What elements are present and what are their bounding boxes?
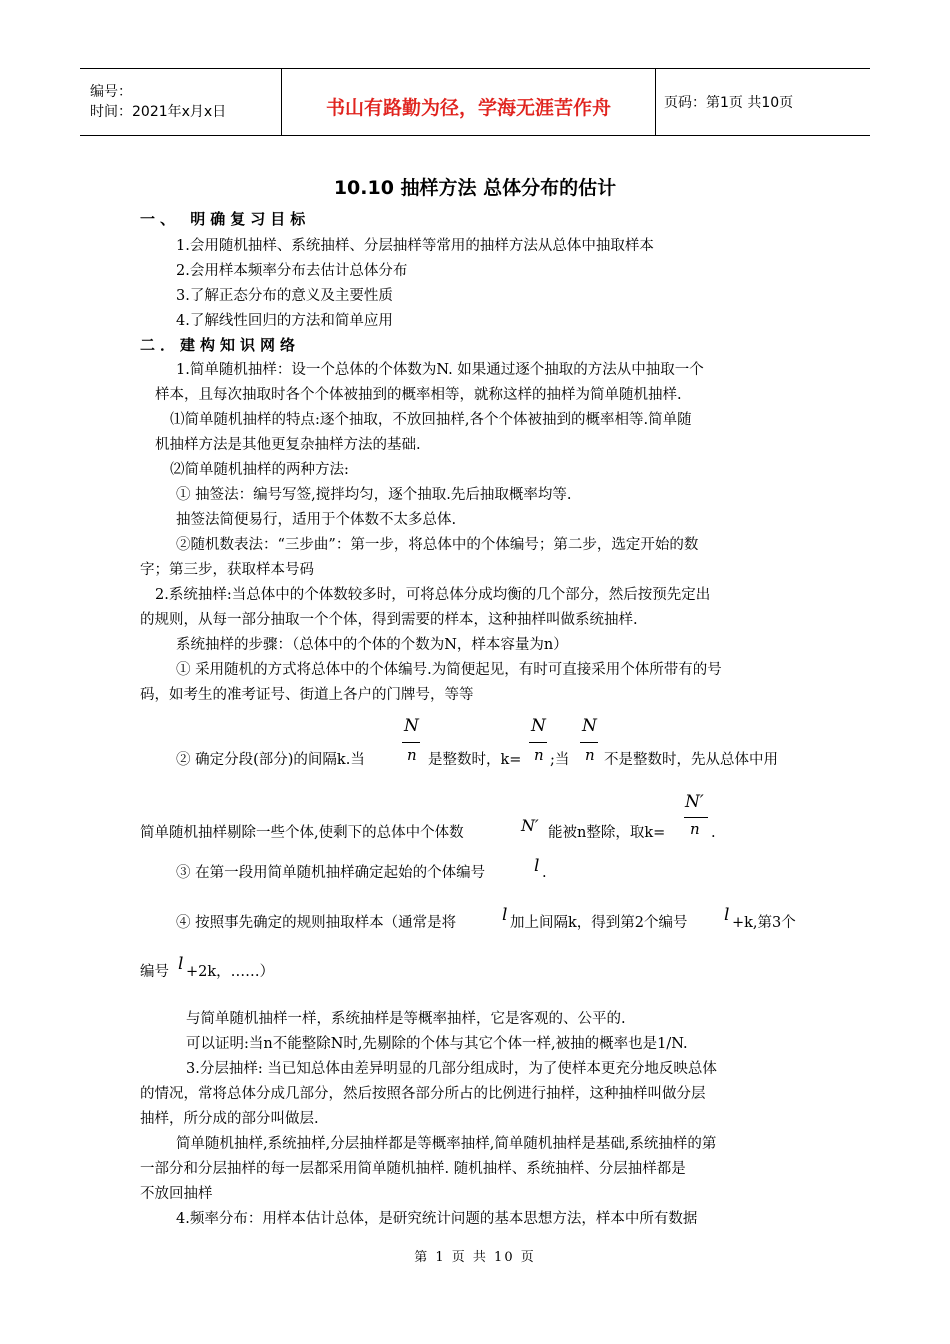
text-line: 码，如考生的准考证号、街道上各户的门牌号，等等 xyxy=(140,687,474,703)
step4-text-b: 加上间隔k，得到第2个编号 xyxy=(510,915,688,931)
page-info: 页码：第1页 共10页 xyxy=(664,95,794,111)
goal-item: 1.会用随机抽样、系统抽样、分层抽样等常用的抽样方法从总体中抽取样本 xyxy=(176,238,654,254)
step2b-text-b: 能被n整除，取k= xyxy=(548,825,666,841)
text-line: 4.频率分布：用样本估计总体，是研究统计问题的基本思想方法，样本中所有数据 xyxy=(176,1211,698,1227)
step4-text-d: 编号 xyxy=(140,964,169,980)
text-line: 的情况，常将总体分成几部分，然后按照各部分所占的比例进行抽样，这种抽样叫做分层 xyxy=(140,1086,706,1102)
text-line: 可以证明:当n不能整除N时,先剔除的个体与其它个体一样,被抽的概率也是1/N. xyxy=(186,1036,688,1052)
fraction-bar xyxy=(684,817,708,818)
step2b-text-c: . xyxy=(711,825,716,841)
page-footer: 第 1 页 共 10 页 xyxy=(414,1250,536,1265)
text-line: 抽样，所分成的部分叫做层. xyxy=(140,1111,319,1127)
text-line: ⑵简单随机抽样的两种方法: xyxy=(170,462,349,478)
header-motto-cell xyxy=(282,69,656,135)
text-line: ① 采用随机的方式将总体中的个体编号.为简便起见，有时可直接采用个体所带有的号 xyxy=(176,662,722,678)
fraction-bar xyxy=(580,742,598,743)
header-table xyxy=(80,68,870,136)
step2b-text-a: 简单随机抽样剔除一些个体,使剩下的总体中个体数 xyxy=(140,825,464,841)
goal-item: 2.会用样本频率分布去估计总体分布 xyxy=(176,263,408,279)
fraction-numerator: N xyxy=(582,716,597,736)
section-2-heading: 二．建构知识网络 xyxy=(140,336,301,354)
fraction-bar xyxy=(402,742,420,743)
goal-item: 3.了解正态分布的意义及主要性质 xyxy=(176,288,393,304)
l-symbol: l xyxy=(502,905,508,925)
step4-text-c: +k,第3个 xyxy=(732,915,796,931)
l-symbol: l xyxy=(534,856,540,876)
text-line: 1.简单随机抽样：设一个总体的个体数为N. 如果通过逐个抽取的方法从中抽取一个 xyxy=(176,362,704,378)
l-symbol: l xyxy=(724,905,730,925)
fraction-denominator: n xyxy=(534,746,544,764)
fraction-denominator: n xyxy=(585,746,595,764)
document-title: 10.10 抽样方法 总体分布的估计 xyxy=(333,177,617,199)
text-line: 样本，且每次抽取时各个个体被抽到的概率相等，就称这样的抽样为简单随机抽样. xyxy=(155,387,682,403)
fraction-numerator: N xyxy=(404,716,419,736)
fraction-numerator: N′ xyxy=(685,792,704,812)
text-line: 系统抽样的步骤：（总体中的个体的个数为N，样本容量为n） xyxy=(176,637,568,653)
text-line: ⑴简单随机抽样的特点:逐个抽取，不放回抽样,各个个体被抽到的概率相等.简单随 xyxy=(170,412,692,428)
text-line: ① 抽签法：编号写签,搅拌均匀，逐个抽取.先后抽取概率均等. xyxy=(176,487,572,503)
step2-text-a: ② 确定分段(部分)的间隔k.当 xyxy=(176,752,365,768)
step3-text-b: . xyxy=(542,865,547,881)
step2-text-c: ;当 xyxy=(550,752,570,768)
section-1-heading: 一、 明确复习目标 xyxy=(140,210,311,228)
fraction-numerator: N xyxy=(531,716,546,736)
text-line: 字；第三步，获取样本号码 xyxy=(140,562,314,578)
step4-text-e: +2k，……） xyxy=(186,964,275,980)
fraction-bar xyxy=(529,742,547,743)
step2-text-d: 不是整数时，先从总体中用 xyxy=(604,752,778,768)
step2-text-b: 是整数时，k= xyxy=(428,752,522,768)
fraction-denominator: n xyxy=(407,746,417,764)
text-line: 机抽样方法是其他更复杂抽样方法的基础. xyxy=(155,437,421,453)
text-line: 2.系统抽样:当总体中的个体数较多时，可将总体分成均衡的几个部分，然后按预先定出 xyxy=(155,587,711,603)
fraction-denominator: n xyxy=(690,820,700,838)
n-prime-symbol: N′ xyxy=(521,816,539,835)
text-line: ②随机数表法：“三步曲”：第一步，将总体中的个体编号；第二步，选定开始的数 xyxy=(176,537,699,553)
number-label: 编号： xyxy=(90,84,132,100)
l-symbol: l xyxy=(178,954,184,974)
step4-text-a: ④ 按照事先确定的规则抽取样本（通常是将 xyxy=(176,915,457,931)
date-label: 时间：2021年x月x日 xyxy=(90,104,227,120)
text-line: 抽签法简便易行，适用于个体数不太多总体. xyxy=(176,512,457,528)
goal-item: 4.了解线性回归的方法和简单应用 xyxy=(176,313,393,329)
text-line: 与简单随机抽样一样，系统抽样是等概率抽样，它是客观的、公平的. xyxy=(186,1011,626,1027)
header-page-cell xyxy=(656,69,870,135)
header-left-cell xyxy=(80,69,282,135)
text-line: 3.分层抽样: 当已知总体由差异明显的几部分组成时，为了使样本更充分地反映总体 xyxy=(186,1061,717,1077)
text-line: 的规则，从每一部分抽取一个个体，得到需要的样本，这种抽样叫做系统抽样. xyxy=(140,612,638,628)
motto: 书山有路勤为径，学海无涯苦作舟 xyxy=(325,96,611,119)
text-line: 简单随机抽样,系统抽样,分层抽样都是等概率抽样,简单随机抽样是基础,系统抽样的第 xyxy=(176,1136,717,1152)
text-line: 不放回抽样 xyxy=(140,1186,213,1202)
step3-text-a: ③ 在第一段用简单随机抽样确定起始的个体编号 xyxy=(176,865,486,881)
text-line: 一部分和分层抽样的每一层都采用简单随机抽样. 随机抽样、系统抽样、分层抽样都是 xyxy=(140,1161,686,1177)
